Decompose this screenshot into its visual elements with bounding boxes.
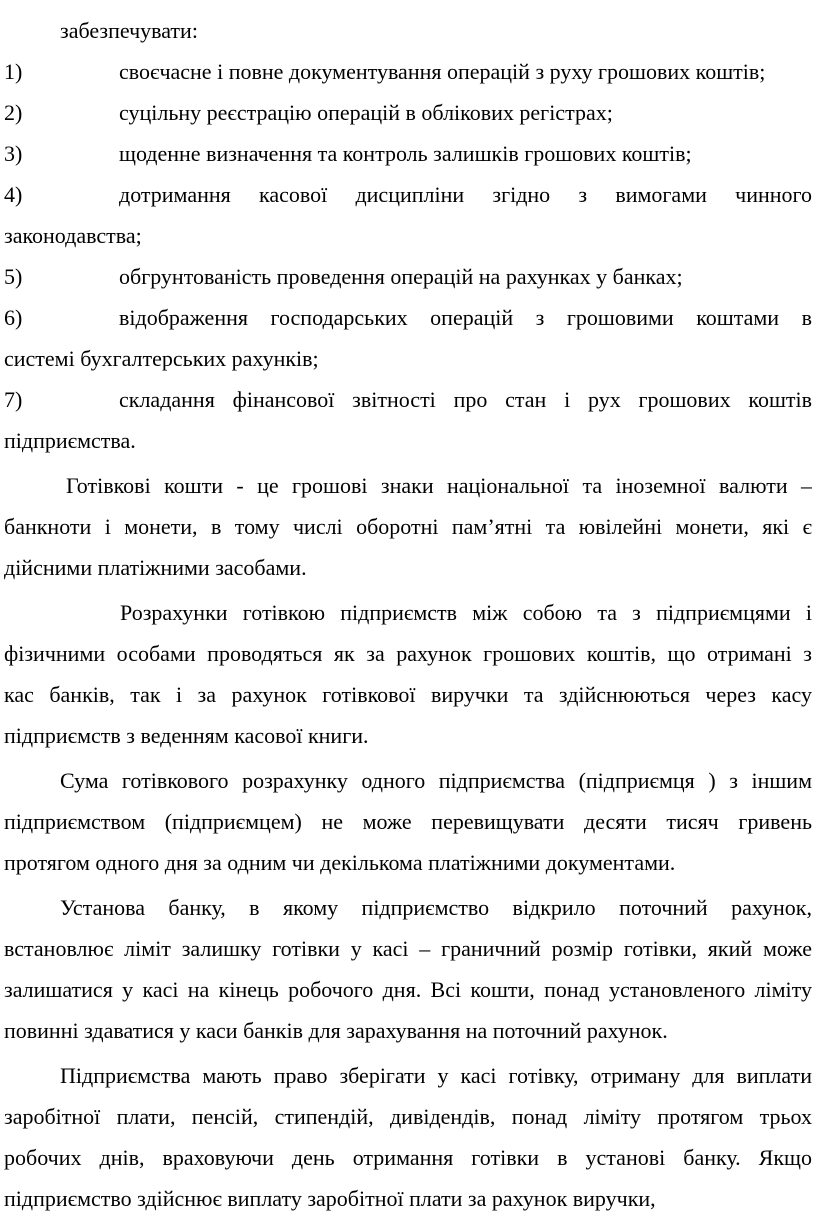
paragraph-line: робочих днів, враховуючи день отримання готівки в установі банку. Якщо [4, 1145, 812, 1170]
paragraph-line: Підприємства мають право зберігати у касі готівку, отриману для виплати [60, 1063, 812, 1088]
item-text: щоденне визначення та контроль залишків грошових коштів; [119, 141, 692, 166]
list-item [4, 92, 812, 133]
item-number: 1) [4, 59, 23, 84]
list-item [4, 51, 812, 92]
paragraph-line: Сума готівкового розрахунку одного підприємства (підприємця ) з іншим [60, 768, 812, 793]
paragraph-line: протягом одного дня за одним чи декількома платіжними документами. [4, 850, 676, 875]
intro-line: забезпечувати: [60, 18, 198, 43]
paragraph-line: підприємство здійснює виплату заробітної плати за рахунок виручки, [4, 1186, 656, 1211]
item-number: 6) [4, 305, 23, 330]
list-item [4, 379, 812, 420]
paragraph-line: підприємств з веденням касової книги. [4, 723, 369, 748]
list-item [4, 297, 812, 338]
item-text: своєчасне і повне документування операцій з руху грошових коштів; [119, 59, 766, 84]
item-number: 7) [4, 387, 23, 412]
paragraph-line: дійсними платіжними засобами. [4, 555, 307, 580]
list-item [4, 174, 812, 215]
item-number: 5) [4, 264, 23, 289]
item-text: дотримання касової дисципліни згідно з вимогами чинного [119, 182, 812, 207]
item-text: обгрунтованість проведення операцій на рахунках у банках; [119, 264, 683, 289]
paragraph-line: заробітної плати, пенсій, стипендій, дивідендів, понад ліміту протягом трьох [4, 1104, 812, 1129]
list-item [4, 133, 812, 174]
paragraph-line: повинні здаватися у каси банків для зарахування на поточний рахунок. [4, 1018, 668, 1043]
paragraph-line: банкноти і монети, в тому числі оборотні пам’ятні та ювілейні монети, які є [4, 514, 812, 539]
paragraph-line: залишатися у касі на кінець робочого дня. Всі кошти, понад установленого ліміту [4, 977, 812, 1002]
paragraph [4, 1055, 812, 1219]
paragraph [4, 887, 812, 1051]
paragraph-line: кас банків, так і за рахунок готівкової виручки та здійснюються через касу [4, 682, 812, 707]
item-text-continuation: підприємства. [4, 428, 136, 453]
paragraph-line: встановлює ліміт залишку готівки у касі – граничний розмір готівки, який може [4, 936, 812, 961]
item-text: відображення господарських операцій з грошовими коштами в [119, 305, 812, 330]
paragraph-line: Розрахунки готівкою підприємств між собою та з підприємцями і [120, 600, 812, 625]
paragraph [4, 592, 812, 756]
item-number: 3) [4, 141, 23, 166]
item-text: складання фінансової звітності про стан і рух грошових коштів [119, 387, 812, 412]
item-number: 4) [4, 182, 23, 207]
item-text-continuation: законодавства; [4, 223, 142, 248]
paragraph-line: Готівкові кошти - це грошові знаки національної та іноземної валюти – [66, 473, 812, 498]
item-text-continuation: системі бухгалтерських рахунків; [4, 346, 319, 371]
item-text: суцільну реєстрацію операцій в облікових регістрах; [119, 100, 613, 125]
item-number: 2) [4, 100, 23, 125]
paragraph-line: фізичними особами проводяться як за рахунок грошових коштів, що отримані з [4, 641, 812, 666]
paragraph [4, 760, 812, 883]
paragraph-line: Установа банку, в якому підприємство відкрило поточний рахунок, [60, 895, 812, 920]
numbered-list [4, 51, 812, 461]
paragraph-line: підприємством (підприємцем) не може перевищувати десяти тисяч гривень [4, 809, 812, 834]
paragraph [4, 465, 812, 588]
list-item [4, 256, 812, 297]
